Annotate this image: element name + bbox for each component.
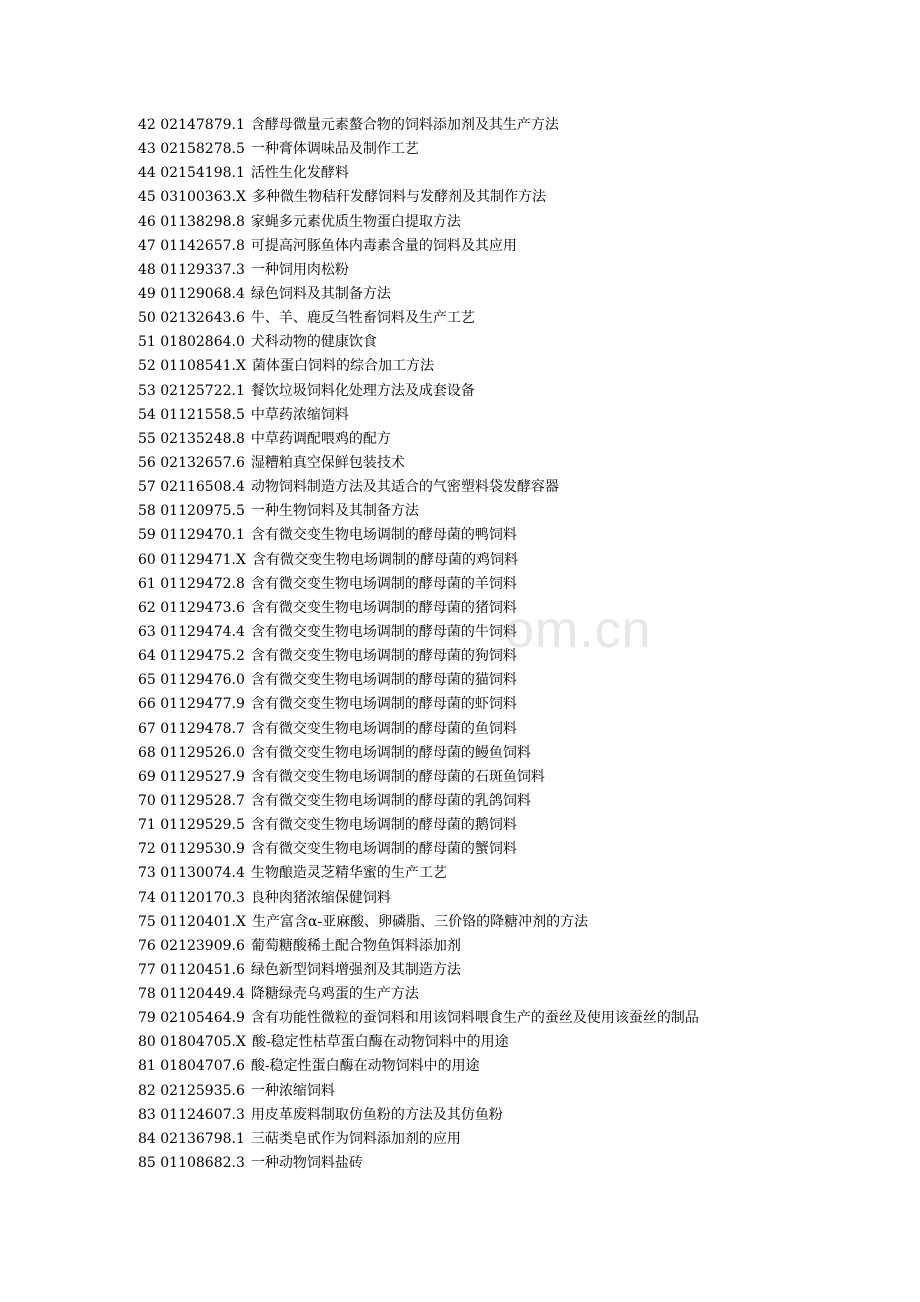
patent-number: 73 01130074.4 [138, 865, 245, 882]
patent-title: 餐饮垃圾饲料化处理方法及成套设备 [250, 382, 475, 399]
list-item [138, 354, 908, 378]
patent-title: 含有微交变生物电场调制的酵母菌的羊饲料 [250, 575, 517, 592]
patent-title: 降糖绿壳乌鸡蛋的生产方法 [250, 986, 419, 1003]
watermark: om.cn [505, 601, 652, 659]
list-item [138, 1006, 908, 1030]
patent-number: 83 01124607.3 [138, 1106, 245, 1123]
list-item [138, 1151, 908, 1175]
patent-number: 62 01129473.6 [138, 599, 245, 616]
list-item [138, 1103, 908, 1127]
list-item [138, 837, 908, 861]
patent-title: 一种饲用肉松粉 [250, 261, 349, 278]
list-item [138, 886, 908, 910]
patent-number: 57 02116508.4 [138, 479, 245, 496]
patent-number: 67 01129478.7 [138, 720, 245, 737]
list-item [138, 596, 908, 620]
patent-number: 44 02154198.1 [138, 165, 245, 182]
list-item [138, 1030, 908, 1054]
list-item [138, 934, 908, 958]
patent-number: 69 01129527.9 [138, 768, 245, 785]
patent-number: 59 01129470.1 [138, 527, 245, 544]
patent-title: 葡萄糖酸稀土配合物鱼饵料添加剂 [250, 937, 461, 954]
patent-title: 良种肉猪浓缩保健饲料 [250, 889, 391, 906]
patent-title: 可提高河豚鱼体内毒素含量的饲料及其应用 [250, 237, 517, 254]
list-item [138, 644, 908, 668]
patent-number: 42 02147879.1 [138, 117, 245, 133]
patent-number: 49 01129068.4 [138, 285, 245, 302]
patent-title: 酸-稳定性枯草蛋白酶在动物饲料中的用途 [251, 1034, 509, 1051]
patent-number: 70 01129528.7 [138, 792, 245, 809]
patent-number: 63 01129474.4 [138, 623, 245, 640]
patent-title: 含有微交变生物电场调制的酵母菌的石斑鱼饲料 [250, 768, 545, 785]
patent-title: 生物酿造灵芝精华蜜的生产工艺 [250, 865, 447, 882]
patent-title: 含有微交变生物电场调制的酵母菌的蟹饲料 [250, 841, 517, 858]
patent-title: 生产富含α-亚麻酸、卵磷脂、三价铬的降糖冲剂的方法 [251, 913, 589, 930]
patent-number: 53 02125722.1 [138, 382, 245, 399]
list-item [138, 717, 908, 741]
patent-title: 含有微交变生物电场调制的酵母菌的猫饲料 [250, 672, 517, 689]
patent-number: 82 02125935.6 [138, 1082, 245, 1099]
list-item [138, 185, 908, 209]
list-item [138, 958, 908, 982]
list-item [138, 620, 908, 644]
patent-title: 含有微交变生物电场调制的酵母菌的乳鸽饲料 [250, 792, 531, 809]
list-item [138, 427, 908, 451]
list-item [138, 523, 908, 547]
patent-number: 76 02123909.6 [138, 937, 245, 954]
patent-number: 71 01129529.5 [138, 817, 245, 834]
patent-number: 46 01138298.8 [138, 213, 245, 230]
patent-title: 用皮革废料制取仿鱼粉的方法及其仿鱼粉 [250, 1106, 503, 1123]
patent-number: 48 01129337.3 [138, 261, 245, 278]
patent-title: 活性生化发酵料 [250, 165, 349, 182]
list-item [138, 572, 908, 596]
patent-number: 43 02158278.5 [138, 141, 245, 158]
patent-number: 74 01120170.3 [138, 889, 245, 906]
list-item [138, 789, 908, 813]
list-item [138, 861, 908, 885]
list-item [138, 161, 908, 185]
patent-number: 75 01120401.X [138, 913, 246, 930]
patent-title: 一种膏体调味品及制作工艺 [250, 141, 419, 158]
patent-number: 84 02136798.1 [138, 1130, 245, 1147]
list-item [138, 1054, 908, 1078]
patent-title: 一种动物饲料盐砖 [250, 1155, 363, 1172]
patent-title: 酸-稳定性蛋白酶在动物饲料中的用途 [250, 1058, 480, 1075]
list-item [138, 282, 908, 306]
patent-number: 58 01120975.5 [138, 503, 245, 520]
list-item [138, 113, 908, 137]
patent-title: 三萜类皂甙作为饲料添加剂的应用 [250, 1130, 461, 1147]
patent-number: 54 01121558.5 [138, 406, 245, 423]
list-item [138, 330, 908, 354]
list-item [138, 210, 908, 234]
patent-title: 中草药调配喂鸡的配方 [250, 430, 391, 447]
list-item [138, 258, 908, 282]
patent-number: 65 01129476.0 [138, 672, 245, 689]
list-item [138, 451, 908, 475]
patent-number: 56 02132657.6 [138, 454, 245, 471]
patent-number: 77 01120451.6 [138, 961, 245, 978]
list-item [138, 1079, 908, 1103]
patent-number: 52 01108541.X [138, 358, 246, 375]
patent-title: 含有功能性微粒的蚕饲料和用该饲料喂食生产的蚕丝及使用该蚕丝的制品 [250, 1010, 699, 1027]
patent-number: 81 01804707.6 [138, 1058, 245, 1075]
patent-title: 犬科动物的健康饮食 [250, 334, 377, 351]
list-item [138, 765, 908, 789]
patent-title: 家蝇多元素优质生物蛋白提取方法 [250, 213, 461, 230]
patent-number: 72 01129530.9 [138, 841, 245, 858]
patent-title: 多种微生物秸秆发酵饲料与发酵剂及其制作方法 [251, 189, 546, 206]
patent-title: 绿色饲料及其制备方法 [250, 285, 391, 302]
patent-title: 含有微交变生物电场调制的酵母菌的鱼饲料 [250, 720, 517, 737]
patent-number: 47 01142657.8 [138, 237, 245, 254]
list-item [138, 692, 908, 716]
patent-number: 51 01802864.0 [138, 334, 245, 351]
patent-title: 含酵母微量元素螯合物的饲料添加剂及其生产方法 [250, 117, 559, 133]
list-item [138, 137, 908, 161]
patent-number: 66 01129477.9 [138, 696, 245, 713]
list-item [138, 813, 908, 837]
patent-number: 79 02105464.9 [138, 1010, 245, 1027]
patent-list [138, 113, 908, 1175]
patent-title: 湿糟粕真空保鲜包装技术 [250, 454, 405, 471]
patent-number: 64 01129475.2 [138, 648, 245, 665]
list-item [138, 379, 908, 403]
patent-title: 含有微交变生物电场调制的酵母菌的鸡饲料 [251, 551, 518, 568]
patent-number: 45 03100363.X [138, 189, 246, 206]
list-item [138, 548, 908, 572]
patent-number: 60 01129471.X [138, 551, 246, 568]
list-item [138, 910, 908, 934]
patent-title: 菌体蛋白饲料的综合加工方法 [251, 358, 434, 375]
patent-number: 55 02135248.8 [138, 430, 245, 447]
patent-title: 一种浓缩饲料 [250, 1082, 335, 1099]
list-item [138, 306, 908, 330]
patent-title: 含有微交变生物电场调制的酵母菌的鹅饲料 [250, 817, 517, 834]
list-item [138, 403, 908, 427]
patent-number: 50 02132643.6 [138, 310, 245, 327]
list-item [138, 1127, 908, 1151]
list-item [138, 982, 908, 1006]
patent-title: 含有微交变生物电场调制的酵母菌的猪饲料 [250, 599, 517, 616]
patent-title: 牛、羊、鹿反刍牲畜饲料及生产工艺 [250, 310, 475, 327]
patent-title: 含有微交变生物电场调制的酵母菌的虾饲料 [250, 696, 517, 713]
patent-title: 绿色新型饲料增强剂及其制造方法 [250, 961, 461, 978]
list-item [138, 741, 908, 765]
list-item [138, 668, 908, 692]
patent-title: 中草药浓缩饲料 [250, 406, 349, 423]
patent-number: 85 01108682.3 [138, 1155, 245, 1172]
patent-number: 78 01120449.4 [138, 986, 245, 1003]
list-item [138, 499, 908, 523]
patent-number: 68 01129526.0 [138, 744, 245, 761]
patent-title: 含有微交变生物电场调制的酵母菌的鳗鱼饲料 [250, 744, 531, 761]
patent-title: 含有微交变生物电场调制的酵母菌的狗饲料 [250, 648, 517, 665]
list-item [138, 475, 908, 499]
patent-title: 一种生物饲料及其制备方法 [250, 503, 419, 520]
patent-title: 动物饲料制造方法及其适合的气密塑料袋发酵容器 [250, 479, 559, 496]
patent-title: 含有微交变生物电场调制的酵母菌的牛饲料 [250, 623, 517, 640]
patent-title: 含有微交变生物电场调制的酵母菌的鸭饲料 [250, 527, 517, 544]
patent-number: 61 01129472.8 [138, 575, 245, 592]
patent-number: 80 01804705.X [138, 1034, 246, 1051]
list-item [138, 234, 908, 258]
